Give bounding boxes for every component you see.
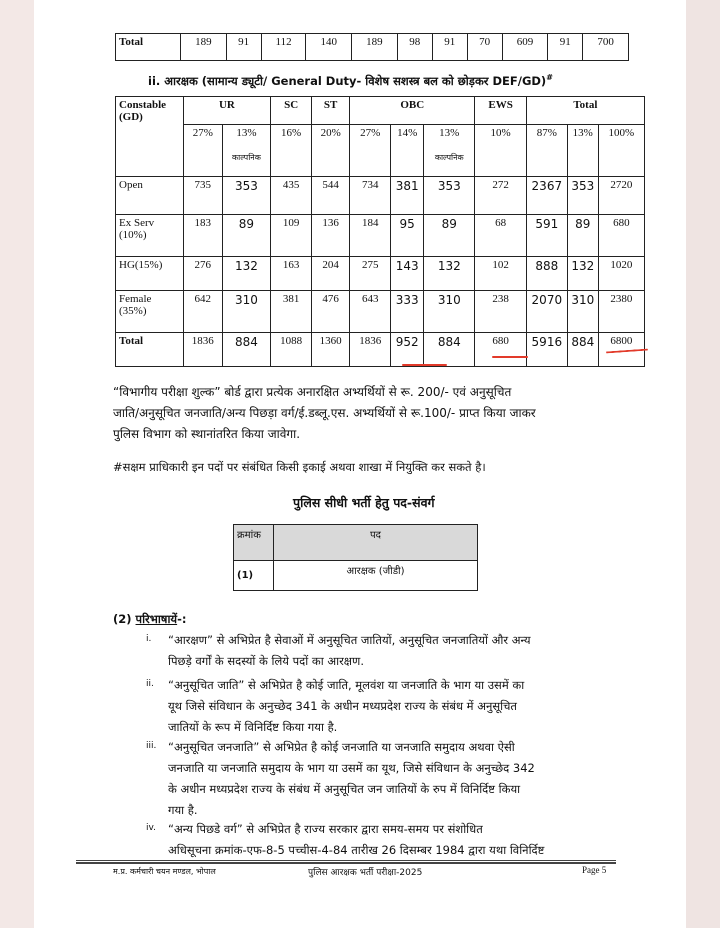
row-label: Total (116, 333, 184, 367)
definition-item (168, 675, 612, 738)
percent-cell: 14% (391, 125, 424, 177)
section-heading-text: ii. आरक्षक (सामान्य ड्यूटी/ General Duty- विशेष सशस्त्र बल को छोड़कर DEF/GD) (148, 73, 547, 88)
percent-cell: 10% (475, 125, 526, 177)
table-cell: 884 (567, 333, 598, 367)
row-label: Open (116, 177, 184, 215)
table-cell: 2380 (598, 291, 644, 333)
table-cell: 381 (391, 177, 424, 215)
table-cell: 1836 (183, 333, 222, 367)
table-row-total (116, 333, 645, 367)
table-cell: 734 (350, 177, 391, 215)
table-cell: 132 (222, 257, 270, 291)
table-cell: 381 (271, 291, 312, 333)
definition-number: ii. (146, 679, 154, 689)
table-cell: 1020 (598, 257, 644, 291)
table-cell: 5916 (526, 333, 567, 367)
table-cell: 189 (181, 34, 227, 61)
table-cell: 310 (567, 291, 598, 333)
table-row (116, 177, 645, 215)
table-cell: आरक्षक (जीडी) (274, 561, 478, 591)
table-cell: 680 (598, 215, 644, 257)
table-cell: 6800 (598, 333, 644, 367)
table-cell: (1) (234, 561, 274, 591)
definition-line: के अधीन मध्यप्रदेश राज्य के संबंध में अनुसूचित जन जातियों के रुप में विनिर्दिष्ट किया (168, 782, 521, 796)
definition-line: गया है. (168, 803, 198, 817)
definition-number: iv. (146, 823, 156, 833)
table-cell: 98 (397, 34, 432, 61)
cadre-title: पुलिस सीधी भर्ती हेतु पद-संवर्ग (293, 495, 435, 510)
table-cell: 163 (271, 257, 312, 291)
footer-rule-thick (76, 862, 616, 864)
definitions-heading-text: परिभाषायें (135, 612, 178, 626)
percent-cell: 16% (271, 125, 312, 177)
table-cell: 91 (548, 34, 583, 61)
definition-line: “अन्य पिछडे वर्ग” से अभिप्रेत है राज्य सरकार द्वारा समय-समय पर संशोधित (168, 822, 483, 836)
table-cell: 275 (350, 257, 391, 291)
table-cell: 353 (567, 177, 598, 215)
definition-item (168, 630, 612, 672)
row-label: HG(15%) (116, 257, 184, 291)
table-cell: 109 (271, 215, 312, 257)
column-header-sc: SC (271, 97, 312, 125)
table-cell: 95 (391, 215, 424, 257)
cadre-table (233, 524, 478, 591)
table-cell: 310 (424, 291, 475, 333)
table-cell: 89 (424, 215, 475, 257)
definition-line: अधिसूचना क्रमांक-एफ-8-5 पच्चीस-4-84 तारीख 26 दिसम्बर 1984 द्वारा यथा विनिर्दिष्ट (168, 843, 545, 857)
table-cell: 609 (502, 34, 548, 61)
table-cell: 643 (350, 291, 391, 333)
percent-cell: 100% (598, 125, 644, 177)
percent-cell: 87% (526, 125, 567, 177)
hash-mark: # (546, 73, 553, 82)
row-label: Ex Serv (10%) (116, 215, 184, 257)
definition-line: “अनुसूचित जनजाति” से अभिप्रेत है कोई जनजाति या जनजाति समुदाय अथवा ऐसी (168, 740, 515, 754)
table-cell: 276 (183, 257, 222, 291)
table-cell: Total (116, 34, 181, 61)
table-cell: 642 (183, 291, 222, 333)
kalpanik-label: काल्पनिक (434, 153, 464, 162)
table-cell: 143 (391, 257, 424, 291)
column-header-post: पद (274, 525, 478, 561)
table-cell: 1088 (271, 333, 312, 367)
page-margin-right (686, 0, 720, 928)
table-cell: 591 (526, 215, 567, 257)
definition-number: i. (146, 634, 152, 644)
column-header-st: ST (312, 97, 350, 125)
table-cell: 136 (312, 215, 350, 257)
definition-line: “आरक्षण” से अभिप्रेत है सेवाओं में अनुसूचित जातियों, अनुसूचित जनजातियों और अन्य (168, 633, 531, 647)
table-row (234, 561, 478, 591)
section-heading (148, 73, 553, 89)
red-underline-952 (402, 364, 447, 366)
table-cell: 91 (226, 34, 261, 61)
definition-item (168, 819, 612, 861)
table-cell: 89 (567, 215, 598, 257)
table-cell: 1360 (312, 333, 350, 367)
table-cell: 2720 (598, 177, 644, 215)
table-cell: 189 (352, 34, 398, 61)
table-cell: 353 (424, 177, 475, 215)
table-cell: 132 (424, 257, 475, 291)
column-header-constable: Constable (GD) (116, 97, 184, 177)
table-cell: 70 (467, 34, 502, 61)
table-cell: 476 (312, 291, 350, 333)
footer-page-number: Page 5 (582, 865, 607, 875)
authority-note: #सक्षम प्राधिकारी इन पदों पर संबंधित किसी इकाई अथवा शाखा में नियुक्ति कर सकते है। (113, 460, 486, 474)
definition-line: यूथ जिसे संविधान के अनुच्छेद 341 के अधीन मध्यप्रदेश राज्य के संबंध में अनुसूचित (168, 699, 517, 713)
footer-left: म.प्र. कर्मचारी चयन मण्डल, भोपाल (113, 867, 216, 876)
table-cell: 884 (424, 333, 475, 367)
table-cell: 310 (222, 291, 270, 333)
column-header-ur: UR (183, 97, 270, 125)
definitions-heading (113, 612, 186, 627)
table-cell: 888 (526, 257, 567, 291)
table-cell: 435 (271, 177, 312, 215)
table-subheader-row (116, 125, 645, 177)
table-cell: 102 (475, 257, 526, 291)
column-header-total: Total (526, 97, 644, 125)
table-cell: 884 (222, 333, 270, 367)
table-cell: 91 (432, 34, 467, 61)
percent-cell: 27% (183, 125, 222, 177)
reservation-table (115, 96, 645, 367)
percent-cell (222, 125, 270, 177)
percent-value: 13% (236, 127, 257, 139)
page-margin-left (0, 0, 34, 928)
percent-cell (424, 125, 475, 177)
definition-line: जातियों के रूप में विनिर्दिष्ट किया गया है. (168, 720, 338, 734)
definition-item (168, 737, 612, 821)
table-header-row (234, 525, 478, 561)
table-cell: 272 (475, 177, 526, 215)
table-row (116, 215, 645, 257)
percent-value: 13% (439, 127, 460, 139)
footer-center: पुलिस आरक्षक भर्ती परीक्षा-2025 (308, 868, 423, 878)
table-cell: 238 (475, 291, 526, 333)
table-cell: 700 (583, 34, 629, 61)
definitions-heading-tail: -: (177, 612, 187, 626)
definition-line: जनजाति या जनजाति समुदाय के भाग या उसमें का यूथ, जिसे संविधान के अनुच्छेद 342 (168, 761, 535, 775)
definition-line: पिछड़े वर्गों के सदस्यों के लिये पदों का आरक्षण. (168, 654, 365, 668)
column-header-obc: OBC (350, 97, 475, 125)
column-header-serial: क्रमांक (234, 525, 274, 561)
table-cell: 183 (183, 215, 222, 257)
table-cell: 132 (567, 257, 598, 291)
table-row (116, 257, 645, 291)
paragraph-line: जाति/अनुसूचित जनजाति/अन्य पिछड़ा वर्ग/ई.डब्लू.एस. अभ्यर्थियों से रू.100/- प्राप्त किया जाकर (113, 406, 536, 420)
table-cell: 353 (222, 177, 270, 215)
table-cell: 204 (312, 257, 350, 291)
table-cell: 680 (475, 333, 526, 367)
definition-number: iii. (146, 741, 157, 751)
row-label: Female (35%) (116, 291, 184, 333)
table-cell: 112 (261, 34, 306, 61)
definitions-heading-number: (2) (113, 612, 132, 626)
table-cell: 333 (391, 291, 424, 333)
column-header-ews: EWS (475, 97, 526, 125)
fee-paragraph (113, 382, 633, 445)
red-underline-680 (492, 356, 528, 358)
definition-line: “अनुसूचित जाति” से अभिप्रेत है कोई जाति, मूलवंश या जनजाति के भाग या उसमें का (168, 678, 525, 692)
table-cell: 735 (183, 177, 222, 215)
percent-cell: 20% (312, 125, 350, 177)
percent-cell: 27% (350, 125, 391, 177)
table-header-row (116, 97, 645, 125)
table-cell: 544 (312, 177, 350, 215)
table-cell: 140 (306, 34, 352, 61)
table-cell: 1836 (350, 333, 391, 367)
table-row (116, 34, 629, 61)
table-cell: 952 (391, 333, 424, 367)
table-cell: 2367 (526, 177, 567, 215)
table-cell: 184 (350, 215, 391, 257)
top-total-table (115, 33, 629, 61)
percent-cell: 13% (567, 125, 598, 177)
kalpanik-label: काल्पनिक (232, 153, 261, 162)
paragraph-line: “विभागीय परीक्षा शुल्क” बोर्ड द्वारा प्रत्येक अनारक्षित अभ्यर्थियों से रू. 200/- एवं अनुसूचित (113, 385, 512, 399)
paragraph-line: पुलिस विभाग को स्थानांतरित किया जावेगा. (113, 427, 301, 441)
table-row (116, 291, 645, 333)
table-cell: 2070 (526, 291, 567, 333)
table-cell: 89 (222, 215, 270, 257)
table-cell: 68 (475, 215, 526, 257)
footer-rule-thin (76, 860, 616, 861)
